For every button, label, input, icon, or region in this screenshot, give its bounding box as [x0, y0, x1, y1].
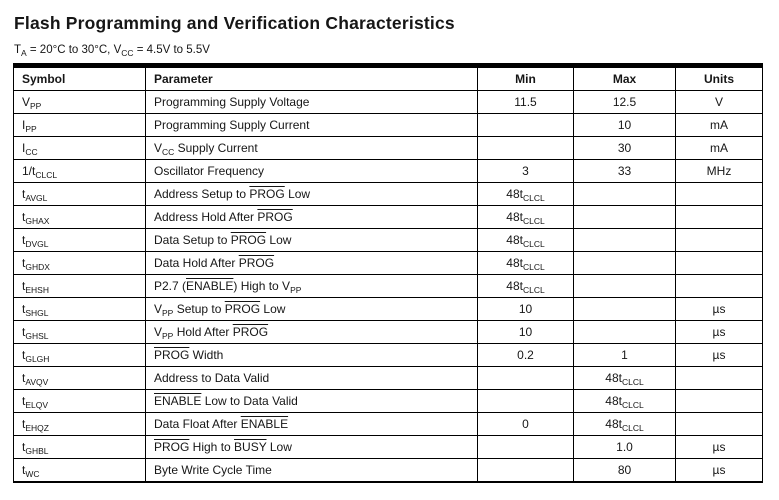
plain-text: V [22, 95, 31, 109]
parameter-cell [146, 91, 478, 114]
plain-text: t [22, 233, 26, 247]
column-header-max: Max [574, 66, 676, 91]
units-cell [676, 114, 763, 137]
subscript-text: GHBL [25, 445, 49, 456]
subscript-text: CLCL [522, 192, 545, 203]
max-cell [574, 436, 676, 459]
parameter-cell [146, 252, 478, 275]
max-cell [574, 321, 676, 344]
parameter-cell [146, 229, 478, 252]
max-cell [574, 160, 676, 183]
plain-text: = 4.5V to 5.5V [133, 44, 210, 56]
plain-text: 80 [617, 463, 632, 477]
plain-text: ) High to V [233, 279, 291, 293]
parameter-cell [146, 137, 478, 160]
plain-text: µs [712, 348, 726, 362]
plain-text: µs [712, 440, 726, 454]
max-cell [574, 367, 676, 390]
min-cell [478, 91, 574, 114]
plain-text: 0 [522, 417, 529, 431]
overlined-signal-text: PROG [230, 233, 267, 247]
parameter-cell [146, 298, 478, 321]
plain-text: Low [260, 302, 286, 316]
plain-text: 48t [506, 233, 523, 247]
units-cell [676, 252, 763, 275]
plain-text: 48t [605, 371, 622, 385]
plain-text: 48t [605, 394, 622, 408]
symbol-cell [14, 137, 146, 160]
plain-text: t [22, 463, 26, 477]
plain-text: Low [266, 440, 292, 454]
parameter-cell [146, 114, 478, 137]
plain-text: t [22, 279, 26, 293]
overlined-signal-text: PROG [257, 210, 293, 224]
symbol-cell [14, 367, 146, 390]
units-cell [676, 298, 763, 321]
characteristics-table [13, 63, 763, 483]
parameter-cell [146, 160, 478, 183]
plain-text: Address Hold After [154, 210, 258, 224]
min-cell [478, 390, 574, 413]
overlined-signal-text: PROG [232, 325, 269, 339]
plain-text: I [22, 118, 26, 132]
plain-text: V [714, 95, 723, 109]
test-conditions [14, 44, 779, 56]
plain-text: 12.5 [612, 95, 637, 109]
plain-text: = 20°C to 30°C, V [26, 44, 122, 56]
max-cell [574, 114, 676, 137]
table-row [14, 390, 763, 413]
min-cell [478, 114, 574, 137]
subscript-text: CLCL [35, 169, 58, 180]
plain-text: t [22, 256, 26, 270]
plain-text: 11.5 [514, 95, 537, 109]
units-cell [676, 206, 763, 229]
plain-text: V [154, 141, 163, 155]
units-cell [676, 160, 763, 183]
symbol-cell [14, 183, 146, 206]
subscript-text: WC [25, 468, 40, 479]
plain-text: 48t [506, 187, 523, 201]
plain-text: Width [189, 348, 224, 362]
symbol-cell [14, 298, 146, 321]
subscript-text: CLCL [522, 215, 545, 226]
min-cell [478, 344, 574, 367]
symbol-cell [14, 91, 146, 114]
table-row [14, 298, 763, 321]
units-cell [676, 91, 763, 114]
overlined-signal-text: PROG [154, 348, 190, 362]
plain-text: Data Setup to [154, 233, 231, 247]
plain-text: V [154, 302, 163, 316]
plain-text: t [22, 440, 26, 454]
symbol-cell [14, 114, 146, 137]
units-cell [676, 390, 763, 413]
plain-text: 10 [518, 325, 533, 339]
plain-text: mA [710, 118, 728, 132]
subscript-text: EHQZ [25, 422, 49, 433]
plain-text: Supply Current [174, 141, 258, 155]
column-header-min: Min [478, 66, 574, 91]
min-cell [478, 459, 574, 483]
plain-text: t [22, 210, 26, 224]
plain-text: µs [712, 302, 726, 316]
plain-text: 10 [518, 302, 533, 316]
plain-text: 1/t [22, 164, 36, 178]
plain-text: 0.2 [517, 348, 534, 362]
table-row [14, 344, 763, 367]
plain-text: Oscillator Frequency [154, 164, 265, 178]
symbol-cell [14, 252, 146, 275]
max-cell [574, 206, 676, 229]
plain-text: Data Float After [154, 417, 241, 431]
plain-text: Address Setup to [154, 187, 250, 201]
table-row [14, 275, 763, 298]
subscript-text: EHSH [25, 284, 49, 295]
symbol-cell [14, 436, 146, 459]
parameter-cell [146, 344, 478, 367]
symbol-cell [14, 390, 146, 413]
subscript-text: CC [25, 146, 38, 157]
plain-text: 48t [605, 417, 622, 431]
parameter-cell [146, 390, 478, 413]
parameter-cell [146, 321, 478, 344]
subscript-text: GLGH [25, 353, 50, 364]
plain-text: Address to Data Valid [154, 371, 270, 385]
plain-text: 1 [621, 348, 628, 362]
table-row [14, 206, 763, 229]
plain-text: µs [712, 325, 726, 339]
subscript-text: ELQV [25, 399, 49, 410]
plain-text: T [14, 44, 22, 56]
plain-text: 48t [506, 256, 523, 270]
table-body [14, 91, 763, 483]
plain-text: Setup to [173, 302, 225, 316]
overlined-signal-text: PROG [224, 302, 261, 316]
table-row [14, 160, 763, 183]
plain-text: t [22, 417, 26, 431]
max-cell [574, 137, 676, 160]
table-row [14, 459, 763, 483]
subscript-text: PP [162, 307, 174, 318]
plain-text: Low [284, 187, 311, 201]
min-cell [478, 137, 574, 160]
symbol-cell [14, 275, 146, 298]
subscript-text: CLCL [522, 261, 545, 272]
parameter-cell [146, 206, 478, 229]
subscript-text: CC [162, 146, 175, 157]
subscript-text: CLCL [621, 422, 644, 433]
parameter-cell [146, 459, 478, 483]
units-cell [676, 275, 763, 298]
plain-text: Byte Write Cycle Time [154, 463, 272, 477]
column-header-units: Units [676, 66, 763, 91]
plain-text: t [22, 348, 26, 362]
plain-text: t [22, 187, 26, 201]
overlined-signal-text: ENABLE [154, 394, 202, 408]
column-header-parameter: Parameter [146, 66, 478, 91]
units-cell [676, 344, 763, 367]
plain-text: t [22, 302, 26, 316]
max-cell [574, 344, 676, 367]
subscript-text: PP [25, 123, 37, 134]
subscript-text: GHDX [25, 261, 50, 272]
subscript-text: GHAX [25, 215, 50, 226]
page-title: Flash Programming and Verification Characteristics [14, 13, 455, 33]
overlined-signal-text: PROG [249, 187, 285, 201]
table-row [14, 137, 763, 160]
plain-text: I [22, 141, 26, 155]
table-row [14, 229, 763, 252]
min-cell [478, 436, 574, 459]
max-cell [574, 459, 676, 483]
symbol-cell [14, 206, 146, 229]
units-cell [676, 436, 763, 459]
table-row [14, 436, 763, 459]
column-header-symbol: Symbol [14, 66, 146, 91]
min-cell [478, 229, 574, 252]
overlined-signal-text: PROG [154, 440, 190, 454]
plain-text: 48t [506, 279, 523, 293]
subscript-text: DVGL [25, 238, 49, 249]
subscript-text: CLCL [522, 284, 545, 295]
subscript-text: PP [290, 284, 302, 295]
subscript-text: AVGL [25, 192, 48, 203]
overlined-signal-text: BUSY [234, 440, 267, 454]
min-cell [478, 367, 574, 390]
max-cell [574, 91, 676, 114]
min-cell [478, 321, 574, 344]
header-row [14, 66, 763, 91]
units-cell [676, 459, 763, 483]
overlined-signal-text: ENABLE [186, 279, 234, 293]
subscript-text: SHGL [25, 307, 49, 318]
plain-text: mA [710, 141, 728, 155]
units-cell [676, 367, 763, 390]
plain-text: 3 [522, 164, 529, 178]
symbol-cell [14, 229, 146, 252]
parameter-cell [146, 436, 478, 459]
max-cell [574, 413, 676, 436]
table-row [14, 114, 763, 137]
plain-text: 30 [617, 141, 632, 155]
plain-text: P2.7 ( [154, 279, 187, 293]
units-cell [676, 413, 763, 436]
parameter-cell [146, 275, 478, 298]
max-cell [574, 298, 676, 321]
max-cell [574, 183, 676, 206]
table-row [14, 252, 763, 275]
table-row [14, 367, 763, 390]
max-cell [574, 275, 676, 298]
parameter-cell [146, 367, 478, 390]
subscript-text: PP [162, 330, 174, 341]
table-header [14, 66, 763, 91]
min-cell [478, 183, 574, 206]
overlined-signal-text: PROG [238, 256, 275, 270]
plain-text: High to [189, 440, 235, 454]
parameter-cell [146, 183, 478, 206]
subscript-text: CLCL [522, 238, 545, 249]
plain-text: V [154, 325, 163, 339]
min-cell [478, 413, 574, 436]
plain-text: 48t [506, 210, 523, 224]
min-cell [478, 160, 574, 183]
plain-text: Data Hold After [154, 256, 239, 270]
subscript-text: CLCL [621, 399, 644, 410]
units-cell [676, 321, 763, 344]
plain-text: Hold After [173, 325, 233, 339]
plain-text: Low to Data Valid [201, 394, 298, 408]
min-cell [478, 275, 574, 298]
plain-text: t [22, 371, 26, 385]
subscript-text: CLCL [621, 376, 644, 387]
subscript-text: AVQV [25, 376, 49, 387]
plain-text: µs [712, 463, 726, 477]
table-row [14, 91, 763, 114]
plain-text: Low [266, 233, 292, 247]
table-row [14, 413, 763, 436]
subscript-text: GHSL [25, 330, 49, 341]
plain-text: Programming Supply Current [154, 118, 310, 132]
max-cell [574, 390, 676, 413]
symbol-cell [14, 459, 146, 483]
symbol-cell [14, 344, 146, 367]
table-row [14, 321, 763, 344]
min-cell [478, 206, 574, 229]
symbol-cell [14, 160, 146, 183]
symbol-cell [14, 413, 146, 436]
table-row [14, 183, 763, 206]
subscript-text: CC [121, 47, 134, 58]
units-cell [676, 183, 763, 206]
plain-text: 1.0 [616, 440, 633, 454]
plain-text: Programming Supply Voltage [154, 95, 310, 109]
min-cell [478, 298, 574, 321]
parameter-cell [146, 413, 478, 436]
plain-text: 33 [617, 164, 632, 178]
plain-text: t [22, 325, 26, 339]
max-cell [574, 252, 676, 275]
units-cell [676, 229, 763, 252]
max-cell [574, 229, 676, 252]
min-cell [478, 252, 574, 275]
units-cell [676, 137, 763, 160]
symbol-cell [14, 321, 146, 344]
plain-text: t [22, 394, 26, 408]
plain-text: MHz [706, 164, 732, 178]
overlined-signal-text: ENABLE [240, 417, 289, 431]
subscript-text: A [21, 47, 27, 58]
plain-text: 10 [617, 118, 632, 132]
subscript-text: PP [30, 100, 42, 111]
